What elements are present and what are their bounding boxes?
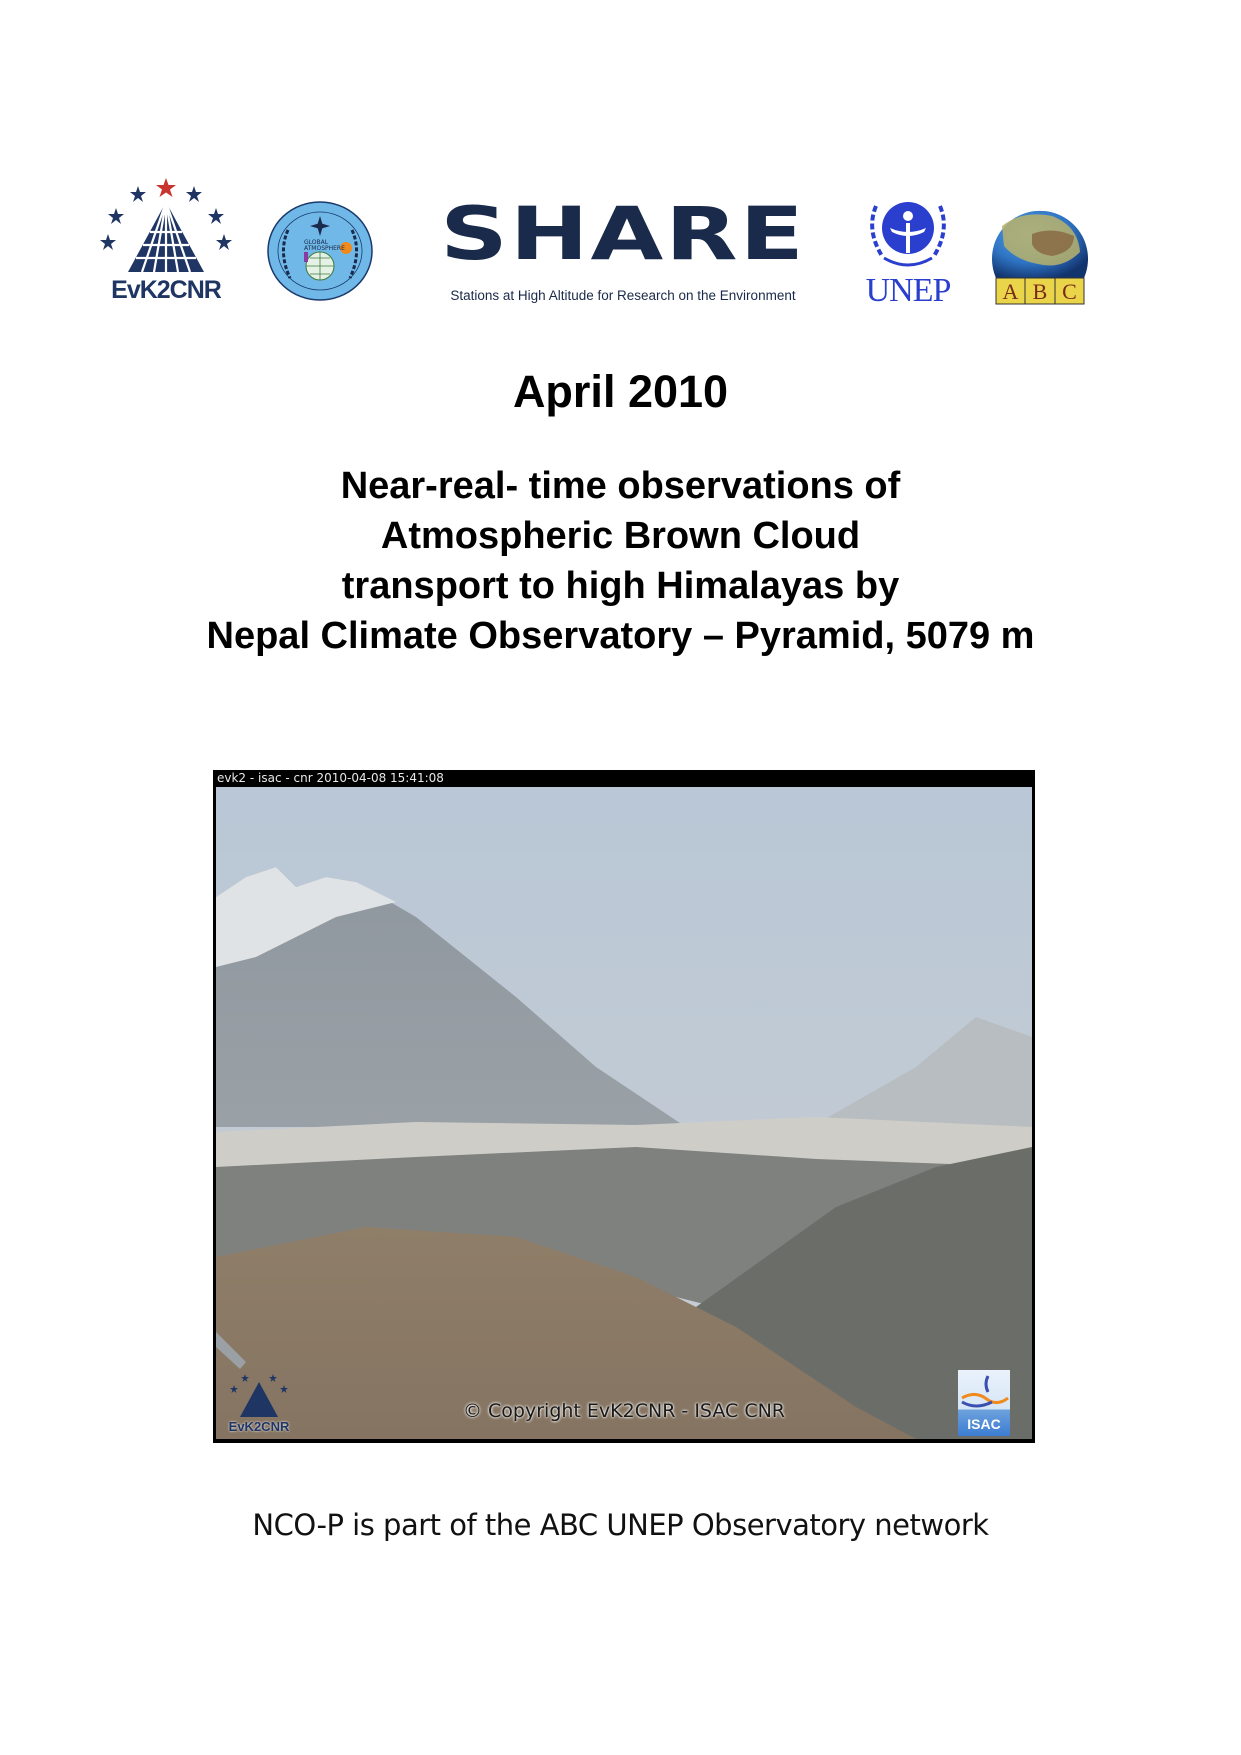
svg-text:ATMOSPHERE: ATMOSPHERE (304, 245, 345, 252)
svg-text:GLOBAL: GLOBAL (304, 239, 329, 246)
abc-logo (982, 186, 1098, 306)
webcam-copyright: © Copyright EvK2CNR - ISAC CNR (463, 1400, 785, 1422)
himalaya-landscape-image (216, 787, 1032, 1439)
webcam-timestamp: evk2 - isac - cnr 2010-04-08 15:41:08 (217, 771, 444, 785)
evk2cnr-logo (98, 172, 234, 304)
svg-text:B: B (1032, 279, 1048, 304)
gaw-wmo-logo (266, 200, 374, 302)
mountain-scene-icon (216, 787, 1032, 1439)
webcam-photo (213, 770, 1035, 1443)
webcam-timestamp-bar (213, 770, 1035, 787)
report-title (0, 461, 1241, 661)
webcam-isac-logo (958, 1370, 1010, 1436)
unep-wordmark: UNEP (865, 272, 951, 309)
title-line-3: transport to high Himalayas by (341, 565, 900, 607)
unep-logo (858, 186, 958, 310)
isac-wordmark: ISAC (967, 1416, 1001, 1432)
global-atmosphere-watch-emblem-icon (266, 200, 374, 302)
unep-emblem-icon (858, 186, 958, 274)
report-month: April 2010 (512, 366, 729, 417)
title-line-1: Near-real- time observations of (340, 465, 901, 507)
share-wordmark: SHARE (440, 191, 806, 277)
isac-swimmer-icon (958, 1370, 1010, 1414)
title-line-2: Atmospheric Brown Cloud (380, 515, 861, 557)
pyramid-stars-icon (98, 172, 234, 276)
network-note: NCO-P is part of the ABC UNEP Observatory network (252, 1508, 989, 1542)
share-subtitle: Stations at High Altitude for Research on the Environment (450, 288, 796, 303)
webcam-evk2cnr-wordmark: EvK2CNR (228, 1419, 290, 1434)
title-line-4: Nepal Climate Observatory – Pyramid, 5079 m (206, 615, 1035, 657)
share-logo (420, 191, 826, 304)
svg-text:C: C (1062, 279, 1077, 304)
abc-globe-icon (982, 186, 1098, 306)
evk2cnr-wordmark: EvK2CNR (111, 276, 221, 304)
svg-text:A: A (1002, 279, 1019, 304)
